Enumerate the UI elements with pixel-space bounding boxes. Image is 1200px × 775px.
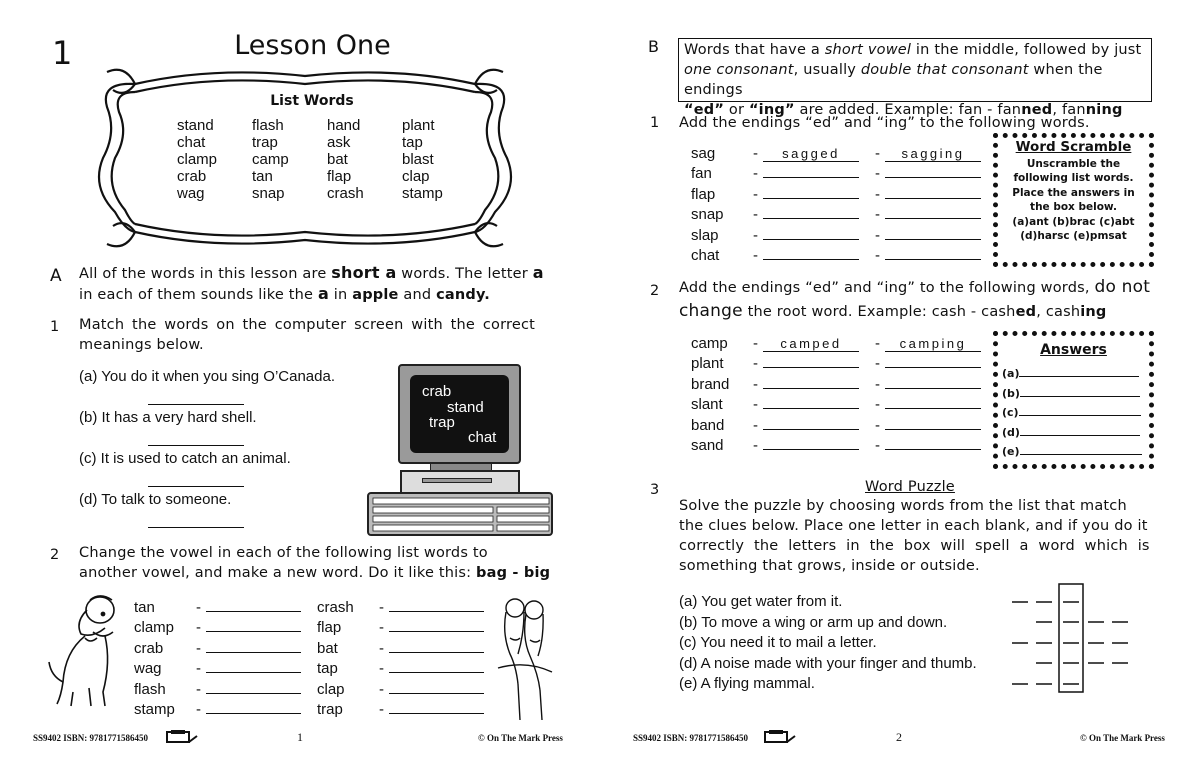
word: plant (691, 355, 724, 372)
computer-monitor (398, 364, 521, 464)
q2-instruction: Change the vowel in each of the following list words to another vowel, and make a new word. Do it like this: bag - big (79, 545, 551, 581)
answer-line[interactable] (389, 693, 484, 694)
list-words-grid (177, 117, 477, 202)
q1-item: (a) You do it when you sing O’Canada. (79, 368, 336, 385)
list-word: crab (177, 168, 207, 185)
answer-line[interactable] (763, 388, 859, 389)
answer-line[interactable] (206, 693, 301, 694)
clue: (e) A flying mammal. (679, 675, 815, 692)
list-word: stand (177, 117, 214, 134)
list-word: plant (402, 117, 435, 134)
answer-line[interactable] (206, 652, 301, 653)
press-logo-icon (763, 728, 797, 746)
answer-line[interactable] (148, 486, 244, 487)
screen-word: stand (447, 399, 484, 416)
word: stamp (134, 701, 175, 718)
list-word: wag (177, 185, 205, 202)
q3-title: Word Puzzle (865, 479, 955, 495)
clue: (a) You get water from it. (679, 593, 843, 610)
answer-line[interactable] (389, 611, 484, 612)
answer-line[interactable] (206, 672, 301, 673)
list-word: bat (327, 151, 348, 168)
answer-line[interactable] (763, 429, 859, 430)
word: clamp (134, 619, 175, 636)
answer-line[interactable] (885, 388, 981, 389)
list-words-title: List Words (270, 93, 354, 109)
answer-line[interactable] (885, 408, 981, 409)
q2-number: 2 (650, 283, 660, 299)
example-answer: camping (885, 336, 981, 352)
answers-title: Answers (1040, 342, 1107, 358)
answer-line[interactable] (763, 239, 859, 240)
answer-line[interactable] (885, 198, 981, 199)
footer-code: SS9402 ISBN: 9781771586450 (33, 733, 149, 743)
list-word: snap (252, 185, 285, 202)
word: crash (317, 598, 354, 616)
q2-number: 2 (50, 547, 60, 563)
screen-word: crab (422, 383, 452, 400)
section-b-letter: B (648, 37, 659, 56)
answer-line[interactable] (763, 218, 859, 219)
list-word: trap (252, 134, 278, 151)
answer-line[interactable] (206, 611, 301, 612)
word: camp (691, 334, 728, 352)
scramble-title: Word Scramble (1015, 139, 1132, 155)
q1-item: (d) To talk to someone. (79, 491, 232, 508)
dog-icon (45, 592, 135, 710)
answer-line[interactable] (1020, 454, 1142, 455)
word: crab (134, 639, 164, 657)
word: tan (134, 598, 155, 616)
q2-column-1: tan - clamp - crab - wag - flash - stamp - (134, 597, 301, 720)
answer-line[interactable] (389, 672, 484, 673)
q1-instruction: Add the endings “ed” and “ing” to the following words. (679, 115, 1090, 131)
list-word: hand (327, 117, 361, 134)
list-word: clap (402, 168, 430, 185)
clue: (b) To move a wing or arm up and down. (679, 613, 948, 631)
list-word: flash (252, 117, 284, 134)
right-page (600, 0, 1200, 775)
clue: (d) A noise made with your finger and thumb. (679, 654, 977, 672)
q2-column-2: crash - flap - bat - tap - clap - trap - (317, 597, 484, 720)
keyboard-icon (367, 490, 553, 538)
answer-line[interactable] (885, 259, 981, 260)
answer-line[interactable] (763, 198, 859, 199)
word: wag (134, 660, 162, 677)
answer-line[interactable] (389, 631, 484, 632)
list-word: clamp (177, 151, 218, 168)
answer-line[interactable] (885, 177, 981, 178)
list-word: camp (252, 151, 289, 168)
parrots-icon (490, 594, 560, 724)
word: fan (691, 165, 712, 182)
answer-line[interactable] (763, 177, 859, 178)
answer-line[interactable] (206, 713, 301, 714)
example-answer: sagged (763, 146, 859, 162)
answer-line[interactable] (1020, 435, 1140, 436)
word-puzzle-grid[interactable] (1008, 582, 1138, 697)
word: slant (691, 396, 723, 413)
word: band (691, 416, 725, 434)
answer-line[interactable] (763, 408, 859, 409)
answer-line[interactable] (1019, 376, 1139, 377)
list-word: tan (252, 168, 273, 185)
list-word: ask (327, 134, 351, 151)
footer-code: SS9402 ISBN: 9781771586450 (633, 733, 749, 743)
answer-line[interactable] (763, 367, 859, 368)
q2-instruction: Add the endings “ed” and “ing” to the following words, do not change the root word. Example: cash - cashed, cashing (679, 277, 1151, 321)
list-word: crash (327, 185, 364, 202)
q1-instruction: Match the words on the computer screen with the correct meanings below. (79, 317, 536, 353)
q2-word-table: camp - camped - camping plant - - brand - - slant - - band - - sand - - (691, 333, 981, 456)
word: chat (691, 247, 720, 264)
list-word: tap (402, 134, 423, 151)
q1-item: (b) It has a very hard shell. (79, 409, 257, 426)
word: slap (691, 226, 719, 244)
list-word: blast (402, 151, 434, 168)
word: sand (691, 437, 724, 454)
press-logo-icon (165, 728, 199, 746)
page-marker: 1 (52, 34, 73, 72)
word: flash (134, 680, 166, 698)
footer-publisher: © On The Mark Press (1080, 733, 1165, 743)
section-a-text: All of the words in this lesson are short a words. The letter a in each of them sounds like the a in apple and candy. (79, 263, 544, 303)
footer-publisher: © On The Mark Press (478, 733, 563, 743)
q3-number: 3 (650, 482, 660, 498)
word: sag (691, 144, 716, 162)
rule-box: Words that have a short vowel in the middle, followed by just one consonant, usually double that consonant when the endings “ed” or “ing” are added. Example: fan - fanned, fanning (678, 38, 1152, 102)
answer-line[interactable] (763, 449, 859, 450)
example-answer: camped (763, 336, 859, 352)
answer-line[interactable] (885, 239, 981, 240)
lesson-title: Lesson One (234, 30, 391, 61)
q3-instruction: Solve the puzzle by choosing words from the list that match the clues below. Place one letter in each blank, and if you do it correctly the letters in the box will spell a word which is something that grows, inside or outside. (679, 498, 1150, 574)
answer-line[interactable] (389, 652, 484, 653)
answer-line[interactable] (206, 631, 301, 632)
list-word: stamp (402, 185, 443, 202)
answer-line[interactable] (148, 445, 244, 446)
screen-word: trap (429, 414, 455, 431)
page-number: 2 (896, 730, 902, 744)
word: trap (317, 701, 343, 718)
word: brand (691, 375, 730, 393)
word: bat (317, 639, 338, 657)
answer-line[interactable] (148, 527, 244, 528)
word: flap (691, 185, 716, 203)
q1-word-table: sag - sagged - sagging fan - - flap - - snap - - slap - - chat - - (691, 143, 981, 266)
q1-number: 1 (650, 115, 660, 131)
answer-line[interactable] (1019, 415, 1141, 416)
list-word: chat (177, 134, 206, 151)
answer-line[interactable] (763, 259, 859, 260)
answer-line[interactable] (148, 404, 244, 405)
screen-word: chat (468, 429, 497, 446)
word: snap (691, 206, 724, 223)
word: flap (317, 619, 342, 636)
section-a-letter: A (50, 266, 62, 286)
clue: (c) You need it to mail a letter. (679, 634, 877, 651)
answer-line[interactable] (389, 713, 484, 714)
answer-line[interactable] (885, 218, 981, 219)
answer-line[interactable] (885, 367, 981, 368)
word-scramble-box: Word Scramble Unscramble the following list words. Place the answers in the box below. (a)ant (b)brac (c)abt (d)harsc (e)pmsat (993, 133, 1154, 267)
q1-number: 1 (50, 319, 60, 335)
answer-line[interactable] (885, 449, 981, 450)
page-number: 1 (297, 730, 303, 744)
q1-item: (c) It is used to catch an animal. (79, 450, 291, 467)
answers-box: Answers (a) (b) (c) (d) (e) (993, 331, 1154, 469)
answer-line[interactable] (1020, 396, 1140, 397)
example-answer: sagging (885, 146, 981, 162)
answer-line[interactable] (885, 429, 981, 430)
q3-clues (679, 592, 977, 695)
computer-screen (410, 375, 509, 453)
word: clap (317, 680, 345, 698)
list-word: flap (327, 168, 352, 185)
word: tap (317, 660, 338, 677)
